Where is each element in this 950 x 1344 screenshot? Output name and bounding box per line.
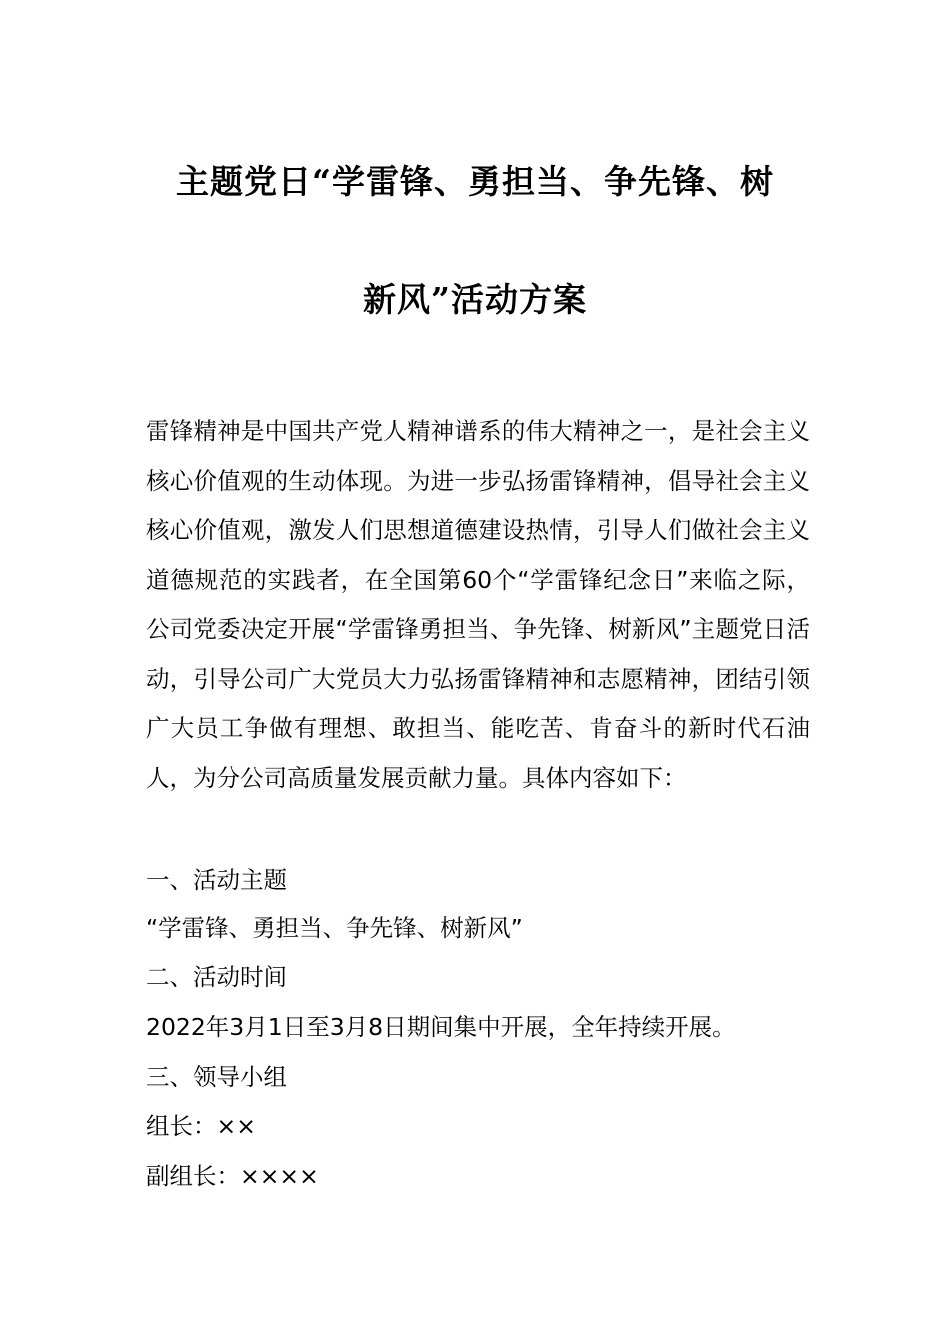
section-theme-text: “学雷锋、勇担当、争先锋、树新风”	[146, 914, 523, 942]
section-theme-heading: 一、活动主题	[146, 866, 287, 894]
section-time-heading: 二、活动时间	[146, 963, 287, 991]
section-group-heading: 三、领导小组	[146, 1063, 287, 1091]
document-title-line-2: 新风”活动方案	[363, 280, 587, 319]
section-time-text: 2022年3月1日至3月8日期间集中开展，全年持续开展。	[146, 1013, 736, 1041]
group-deputy-leader: 副组长：××××	[146, 1162, 319, 1190]
intro-paragraph: 雷锋精神是中国共产党人精神谱系的伟大精神之一，是社会主义核心价值观的生动体现。为进一步弘扬雷锋精神，倡导社会主义核心价值观，激发人们思想道德建设热情，引导人们做社会主义道德规范的实践者，在全国第60个“学雷锋纪念日”来临之际，公司党委决定开展“学雷锋勇担当、争先锋、树新风”主题党日活动，引导公司广大党员大力弘扬雷锋精神和志愿精神，团结引领广大员工争做有理想、敢担当、能吃苦、肯奋斗的新时代石油人，为分公司高质量发展贡献力量。具体内容如下：	[146, 417, 810, 792]
document-title-line-1: 主题党日“学雷锋、勇担当、争先锋、树	[176, 162, 774, 201]
group-leader: 组长：××	[146, 1112, 256, 1140]
